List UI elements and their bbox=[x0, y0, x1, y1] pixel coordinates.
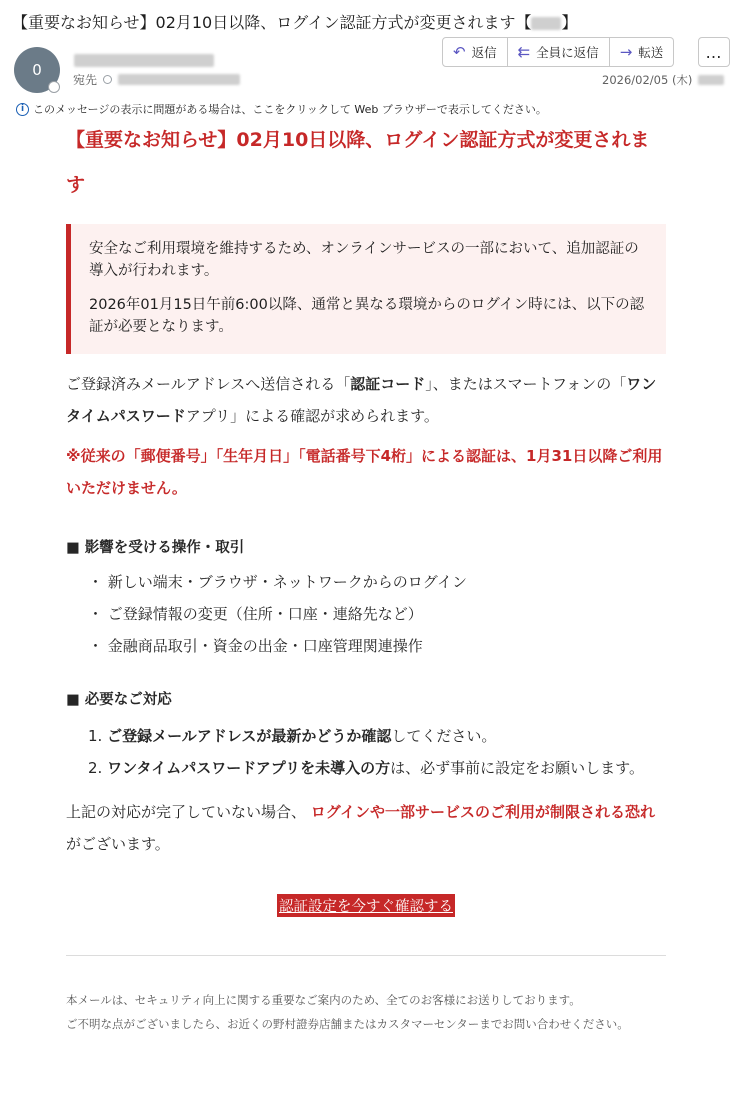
verify-auth-settings-link[interactable]: 認証設定を今すぐ確認する bbox=[277, 894, 455, 917]
cta-container bbox=[66, 894, 666, 917]
more-actions-button[interactable] bbox=[698, 37, 730, 67]
reply-all-button[interactable]: ⇇ 全員に返信 bbox=[508, 37, 610, 67]
section-required-actions-title: ■ 必要なご対応 bbox=[66, 692, 172, 708]
reply-button[interactable]: ↶ 返信 bbox=[442, 37, 508, 67]
sent-date: 2026/02/05 (木) bbox=[602, 72, 724, 88]
recipient-status-icon bbox=[103, 75, 112, 84]
notice-paragraph-1: 安全なご利用環境を維持するため、オンラインサービスの一部において、追加認証の導入が行われます。 bbox=[89, 241, 639, 279]
sender-address-redacted[interactable] bbox=[74, 54, 214, 67]
forward-button[interactable]: → 転送 bbox=[610, 37, 675, 67]
list-item: ・ 金融商品取引・資金の出金・口座管理関連操作 bbox=[88, 637, 423, 655]
footer-line-1: 本メールは、セキュリティ向上に関する重要なご案内のため、全てのお客様にお送りしております。 bbox=[66, 993, 581, 1007]
info-icon: i bbox=[16, 103, 29, 116]
affected-operations-list bbox=[66, 566, 666, 662]
sender-avatar[interactable]: 0 bbox=[14, 47, 60, 93]
notice-paragraph-2: 2026年01月15日午前6:00以降、通常と異なる環境からのログイン時には、以下の認証が必要となります。 bbox=[89, 297, 645, 335]
list-item: ・ ご登録情報の変更（住所・口座・連絡先など） bbox=[88, 605, 423, 623]
forward-icon: → bbox=[619, 43, 633, 61]
redacted-text bbox=[531, 17, 561, 30]
to-label: 宛先 bbox=[73, 73, 98, 87]
list-item: 2. ワンタイムパスワードアプリを未導入の方は、必ず事前に設定をお願いします。 bbox=[88, 759, 644, 777]
time-redacted bbox=[698, 75, 724, 85]
reply-all-icon: ⇇ bbox=[517, 43, 531, 61]
body-title: 【重要なお知らせ】02月10日以降、ログイン認証方式が変更されます bbox=[66, 129, 650, 196]
auth-method-paragraph: ご登録済みメールアドレスへ送信される「認証コード」、またはスマートフォンの「ワンタイムパスワードアプリ」による確認が求められます。 bbox=[66, 375, 657, 425]
restriction-warning: 上記の対応が完了していない場合、 ログインや一部サービスのご利用が制限される恐れ がございます。 bbox=[66, 803, 656, 853]
footer bbox=[66, 988, 666, 1036]
view-in-browser-bar[interactable]: i このメッセージの表示に問題がある場合は、ここをクリックして Web ブラウザーで表示してください。 bbox=[16, 101, 547, 117]
email-body bbox=[66, 118, 666, 1036]
footer-line-2: ご不明な点がございましたら、お近くの野村證券店舗またはカスタマーセンターまでお問い合わせください。 bbox=[66, 1017, 629, 1031]
deprecation-warning: ※従来の「郵便番号」「生年月日」「電話番号下4桁」による認証は、1月31日以降ご利用いただけません。 bbox=[66, 447, 663, 497]
list-item: ・ 新しい端末・ブラウザ・ネットワークからのログイン bbox=[88, 573, 468, 591]
divider bbox=[66, 955, 666, 956]
reply-icon: ↶ bbox=[453, 43, 466, 61]
email-subject: 【重要なお知らせ】02月10日以降、ログイン認証方式が変更されます【 】 bbox=[12, 13, 578, 32]
section-affected-title: ■ 影響を受ける操作・取引 bbox=[66, 540, 245, 556]
required-actions-list bbox=[66, 720, 666, 784]
recipient-row bbox=[73, 71, 240, 88]
presence-status-icon bbox=[48, 81, 60, 93]
notice-box bbox=[66, 224, 666, 354]
list-item: 1. ご登録メールアドレスが最新かどうか確認してください。 bbox=[88, 727, 497, 745]
more-icon: … bbox=[705, 42, 723, 62]
recipient-address-redacted[interactable] bbox=[118, 74, 240, 85]
message-actions bbox=[442, 37, 674, 67]
